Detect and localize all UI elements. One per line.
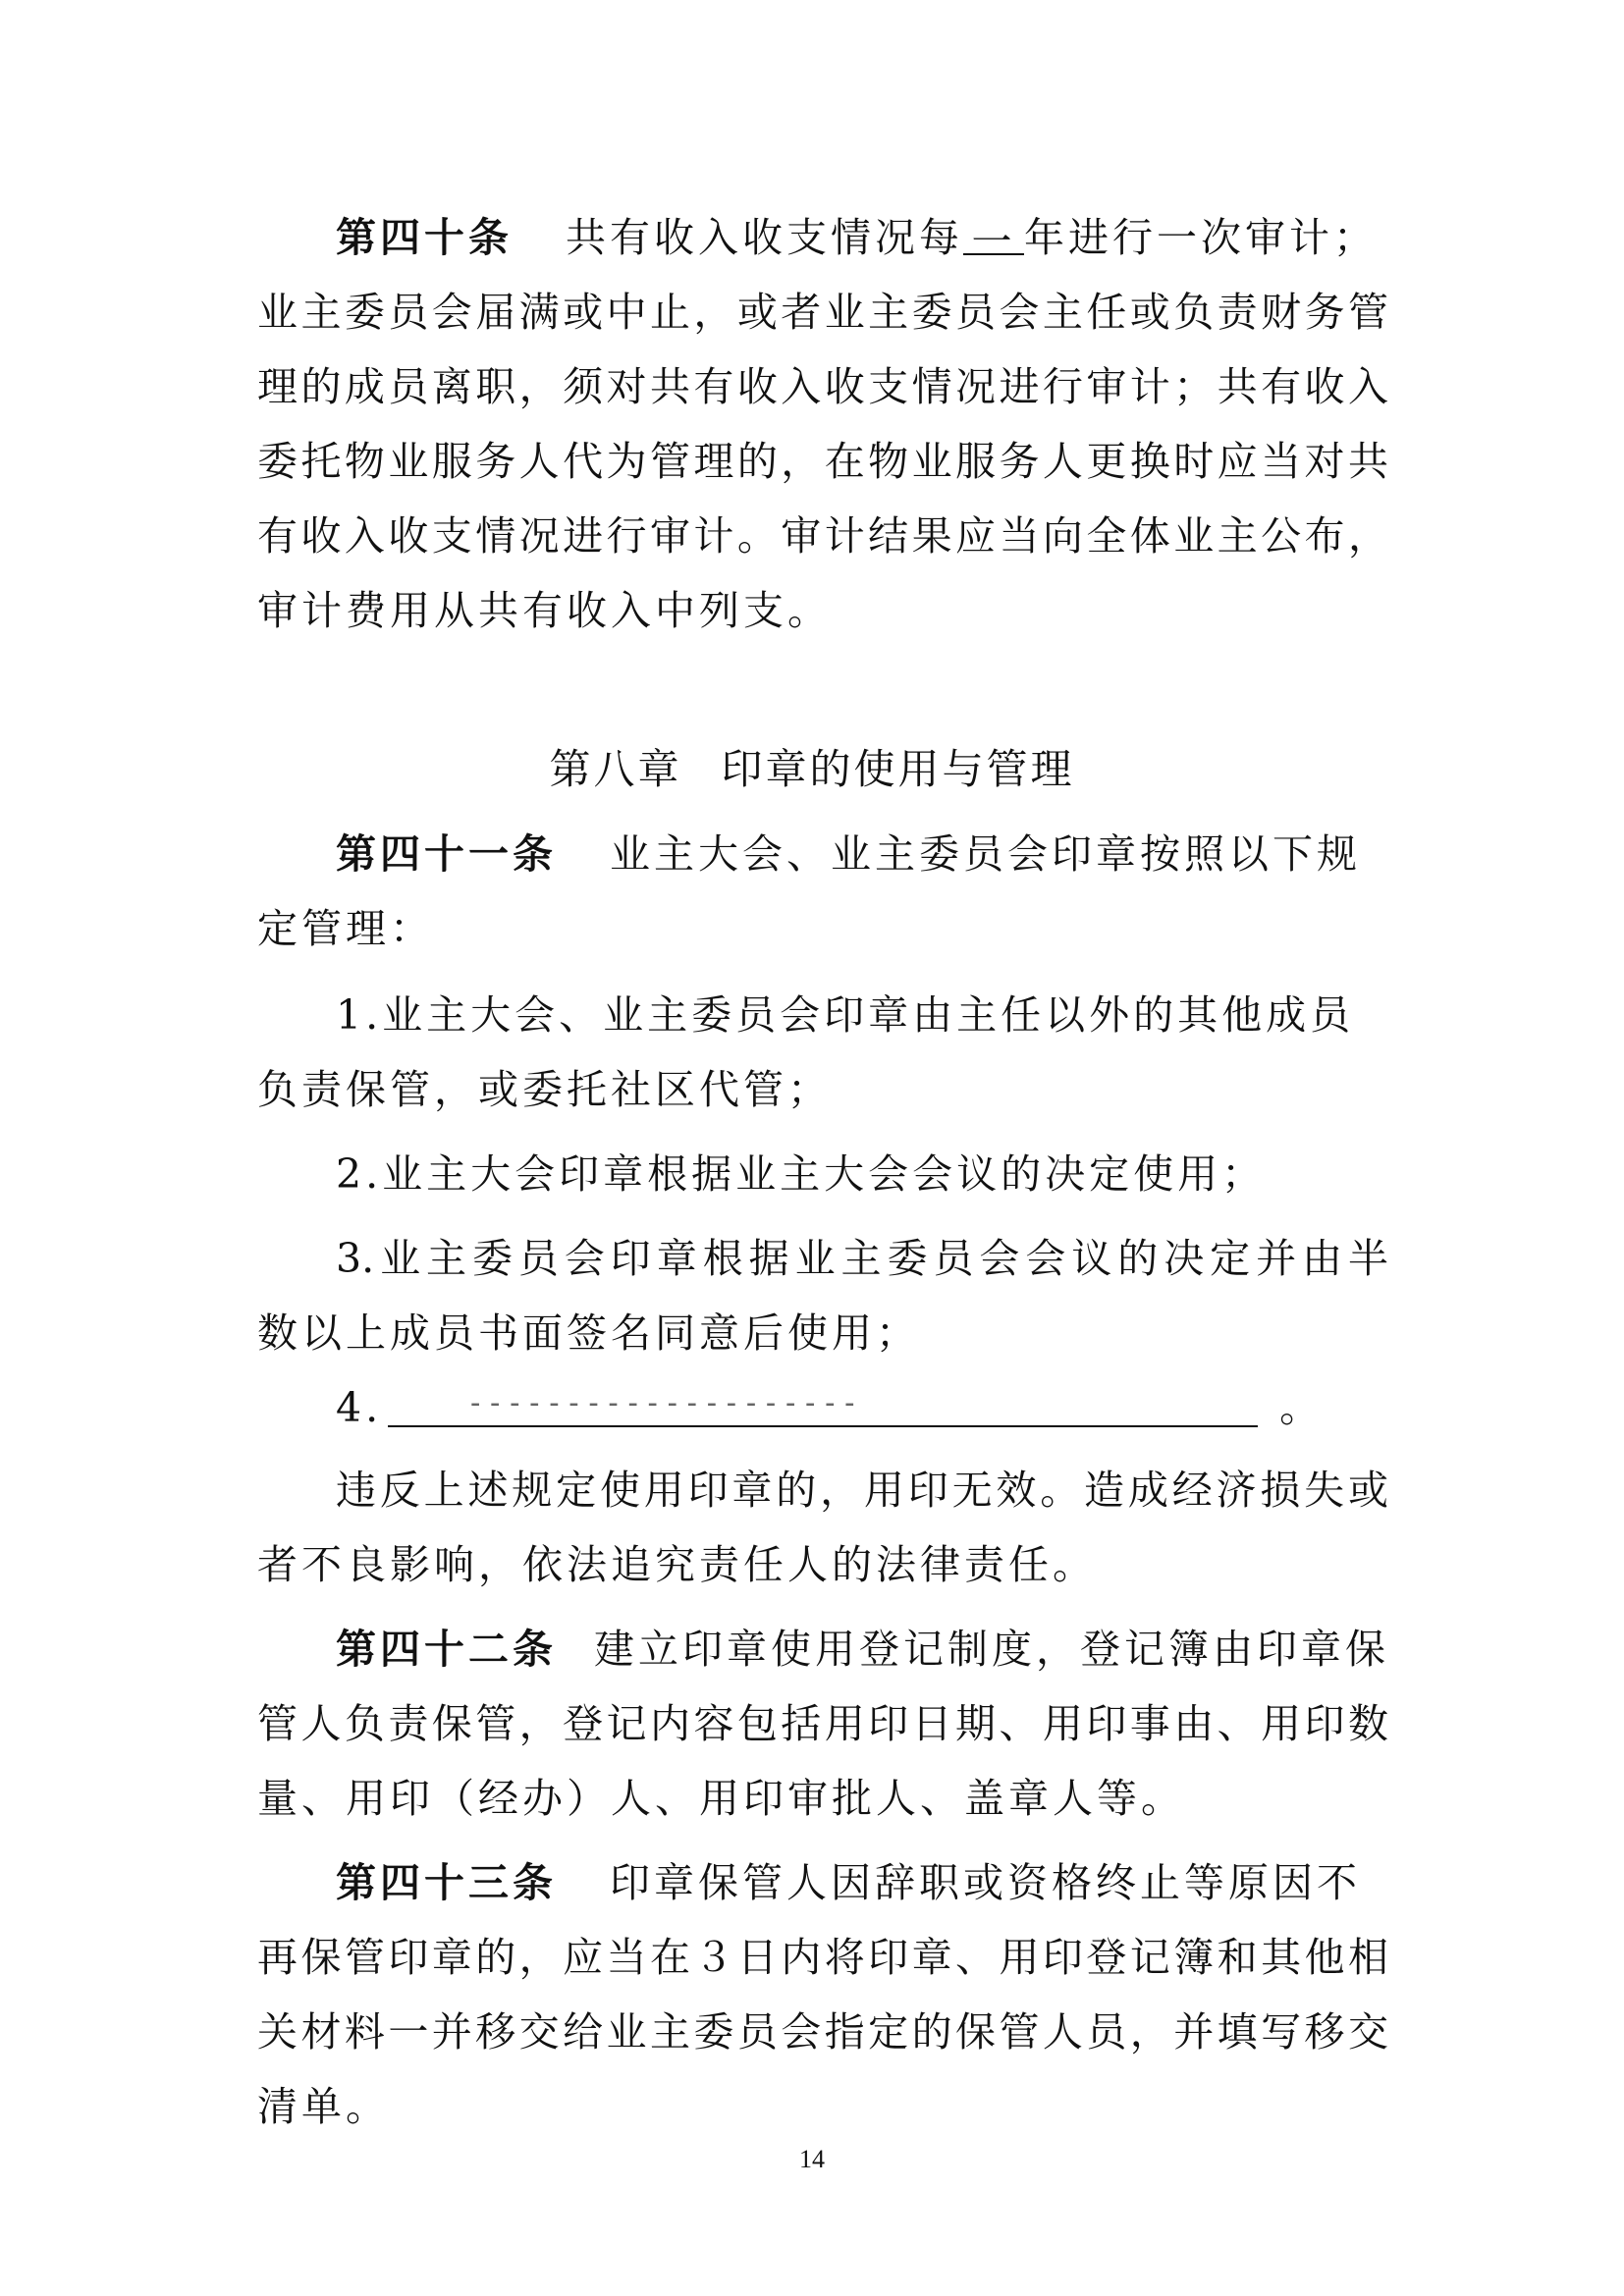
article-40-line-2: 业主委员会届满或中止，或者业主委员会主任或负责财务管 [257,289,1388,336]
article-40-line-5: 有收入收支情况进行审计。审计结果应当向全体业主公布， [257,512,1388,560]
article-40-line-3: 理的成员离职，须对共有收入收支情况进行审计；共有收入 [257,363,1388,410]
article-40-line-6: 审计费用从共有收入中列支。 [257,587,832,634]
article-41-item-4 [336,1380,1324,1435]
article-42-label: 第四十二条 [336,1626,557,1673]
article-43-line-3: 关材料一并移交给业主委员会指定的保管人员，并填写移交 [257,2008,1388,2056]
article-41-item-1a: 1.业主大会、业主委员会印章由主任以外的其他成员 [336,991,1355,1039]
article-40-label: 第四十条 [336,214,513,261]
item-4-dashes: -------------------- [466,1386,861,1420]
article-41-violation-2: 者不良影响，依法追究责任人的法律责任。 [257,1541,1097,1588]
article-43-line-1 [336,1855,1361,1910]
article-43-line-4: 清单。 [257,2083,390,2130]
chapter-number: 第八章 [549,745,682,793]
article-41-text: 业主大会、业主委员会印章按照以下规 [610,830,1361,878]
article-41-item-2: 2.业主大会印章根据业主大会会议的决定使用； [336,1150,1267,1198]
article-41-line-1 [336,827,1361,881]
article-42-line-3: 量、用印（经办）人、用印审批人、盖章人等。 [257,1775,1185,1822]
chapter-heading [0,742,1624,797]
article-40-text-b: 年进行一次审计； [1024,214,1378,261]
article-40-text-a: 共有收入收支情况每 [566,214,963,261]
article-42-line-2: 管人负责保管，登记内容包括用印日期、用印事由、用印数 [257,1700,1388,1747]
article-42-line-1 [336,1622,1389,1677]
article-40-line-1 [336,210,1378,265]
page-number: 14 [799,2145,825,2173]
article-41-violation-1: 违反上述规定使用印章的，用印无效。造成经济损失或 [336,1467,1388,1514]
article-41-item-3b: 数以上成员书面签名同意后使用； [257,1309,920,1357]
article-40-blank: 一 [963,214,1024,255]
article-41-item-3a: 3.业主委员会印章根据业主委员会会议的决定并由半 [336,1235,1388,1282]
chapter-title: 印章的使用与管理 [721,745,1075,793]
item-4-fill-line [388,1380,1258,1427]
article-43-line-2: 再保管印章的，应当在３日内将印章、用印登记簿和其他相 [257,1934,1388,1981]
article-41-item-1b: 负责保管，或委托社区代管； [257,1066,832,1113]
item-4-number: 4. [336,1384,383,1431]
article-41-line-2: 定管理： [257,905,434,952]
article-41-label: 第四十一条 [336,830,557,878]
article-40-line-4: 委托物业服务人代为管理的，在物业服务人更换时应当对共 [257,438,1388,485]
item-4-end: 。 [1279,1384,1325,1431]
article-43-text: 印章保管人因辞职或资格终止等原因不 [610,1859,1361,1906]
article-43-label: 第四十三条 [336,1859,557,1906]
article-42-text: 建立印章使用登记制度，登记簿由印章保 [594,1626,1389,1673]
